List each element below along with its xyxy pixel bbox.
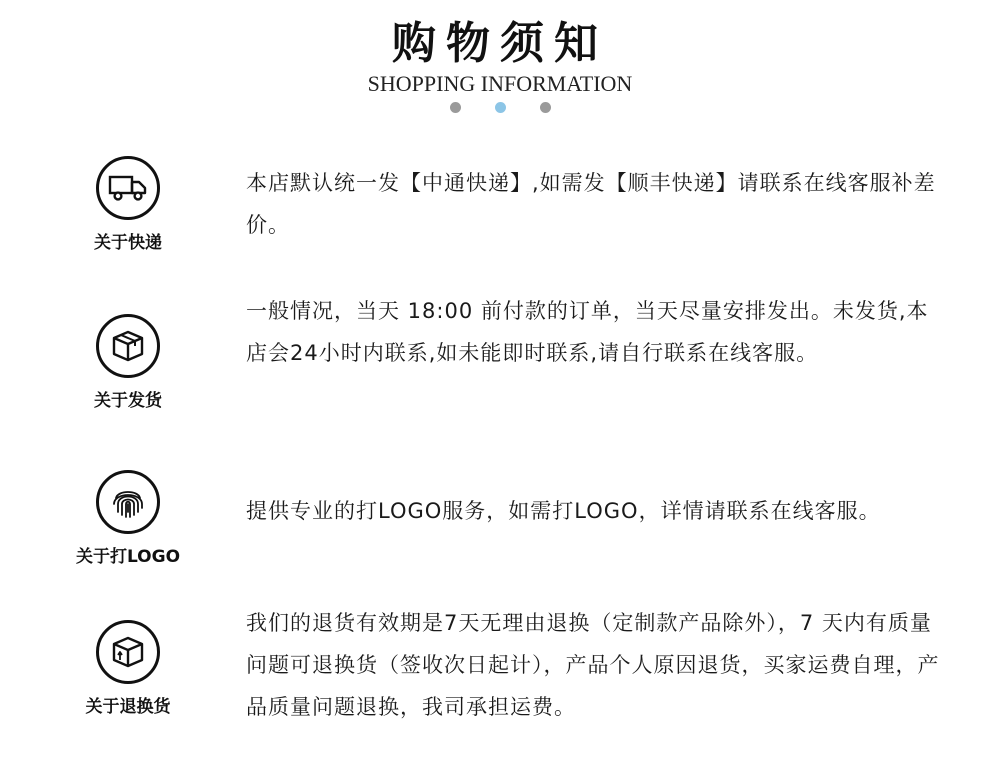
section-label: 关于退换货 xyxy=(85,697,171,717)
section-label: 关于发货 xyxy=(94,391,162,411)
decorative-dots xyxy=(0,102,1000,114)
truck-icon xyxy=(96,156,160,220)
section-text: 提供专业的打LOGO服务，如需打LOGO，详情请联系在线客服。 xyxy=(246,499,881,523)
dot-right xyxy=(540,102,551,113)
page-title: 购物须知 xyxy=(392,18,608,69)
dot-left xyxy=(450,102,461,113)
icon-block-shipping xyxy=(60,314,196,411)
section-text: 我们的退货有效期是7天无理由退换（定制款产品除外），7 天内有质量问题可退换货（签收次日起计），产品个人原因退货，买家运费自理，产品质量问题退换，我司承担运费。 xyxy=(246,611,940,719)
page-subtitle: SHOPPING INFORMATION xyxy=(367,71,633,96)
return-box-icon xyxy=(96,620,160,684)
icon-block-express xyxy=(60,156,196,253)
icon-block-logo xyxy=(60,470,196,567)
section-text: 本店默认统一发【中通快递】,如需发【顺丰快递】请联系在线客服补差价。 xyxy=(246,171,936,237)
section-label: 关于快递 xyxy=(94,233,162,253)
section-text: 一般情况，当天 18:00 前付款的订单，当天尽量安排发出。未发货,本店会24小时内联系,如未能即时联系,请自行联系在线客服。 xyxy=(246,299,929,365)
dot-middle xyxy=(495,102,506,113)
box-icon xyxy=(96,314,160,378)
fingerprint-icon xyxy=(96,470,160,534)
icon-block-returns xyxy=(60,620,196,717)
page-header xyxy=(0,14,1000,114)
section-label: 关于打LOGO xyxy=(75,547,181,567)
